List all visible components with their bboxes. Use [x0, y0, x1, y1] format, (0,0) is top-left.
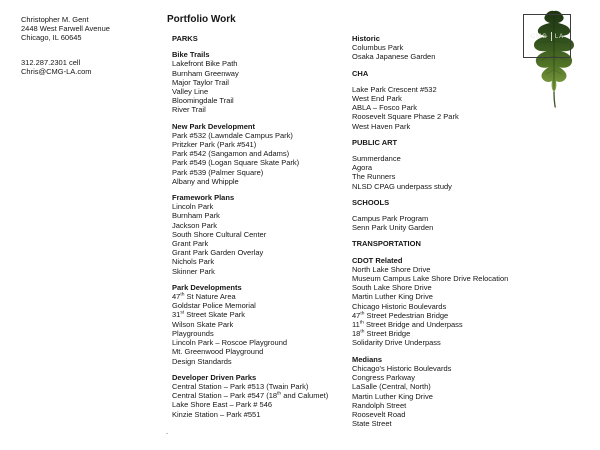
list-item: Park #542 (Sangamon and Adams) — [172, 149, 290, 159]
list-item: 47th St Nature Area — [172, 292, 236, 302]
list-item: State Street — [352, 419, 392, 429]
section-header: PARKS — [172, 34, 198, 43]
list-item: Randolph Street — [352, 400, 407, 410]
list-item: Skinner Park — [172, 266, 215, 276]
contact-phone: 312.287.2301 cell — [21, 57, 81, 67]
list-item: Lake Park Crescent #532 — [352, 84, 437, 94]
section-header: SCHOOLS — [352, 197, 390, 207]
contact-spacer — [21, 43, 110, 58]
list-item: Lakefront Bike Path — [172, 59, 238, 69]
group-title: Bike Trails — [172, 50, 210, 60]
list-item: Major Taylor Trail — [172, 77, 229, 87]
list-item: Playgrounds — [172, 328, 214, 338]
list-item: LaSalle (Central, North) — [352, 382, 431, 392]
list-item: Chicago Historic Boulevards — [352, 301, 447, 311]
list-item: West End Park — [352, 94, 402, 104]
list-item: 18th Street Bridge — [352, 329, 411, 339]
section-header: CHA — [352, 68, 369, 78]
list-group — [352, 154, 530, 191]
list-item: Grant Park Garden Overlay — [172, 248, 264, 258]
list-item: Museum Campus Lake Shore Drive Relocation — [352, 274, 509, 284]
parks-section-list — [172, 34, 349, 419]
list-item: Roosevelt Square Phase 2 Park — [352, 112, 459, 122]
list-item: North Lake Shore Drive — [352, 264, 431, 274]
group-title: Framework Plans — [172, 193, 235, 203]
list-group — [172, 50, 349, 114]
list-item: Burnham Park — [172, 211, 220, 221]
list-item: Mt. Greenwood Playground — [172, 347, 264, 357]
list-group — [172, 193, 349, 276]
list-item: Campus Park Program — [352, 214, 429, 224]
list-item: Jackson Park — [172, 220, 218, 230]
page-title: Portfolio Work — [167, 14, 236, 25]
list-item: Goldstar Police Memorial — [172, 301, 256, 311]
list-item: Park #532 (Lawndale Campus Park) — [172, 130, 293, 140]
group-title: Developer Driven Parks — [172, 372, 257, 382]
list-item: Kinzie Station – Park #551 — [172, 409, 261, 419]
list-item: NLSD CPAG underpass study — [352, 181, 452, 191]
list-group — [352, 355, 530, 429]
list-item: 11th Street Bridge and Underpass — [352, 320, 463, 330]
list-item: Agora — [352, 163, 373, 173]
list-group — [352, 34, 530, 62]
list-item: Albany and Whipple — [172, 176, 239, 186]
section-header: PUBLIC ART — [352, 137, 398, 147]
list-item: Design Standards — [172, 356, 232, 366]
list-item: Solidarity Drive Underpass — [352, 338, 441, 348]
list-group — [352, 214, 530, 232]
list-item: South Shore Cultural Center — [172, 229, 267, 239]
list-item: Nichols Park — [172, 257, 215, 267]
list-item: West Haven Park — [352, 121, 411, 131]
list-item: Grant Park — [172, 239, 209, 249]
list-item: Pritzker Park (Park #541) — [172, 140, 257, 150]
list-item: Park #549 (Logan Square Skate Park) — [172, 158, 300, 168]
list-item: Chicago's Historic Boulevards — [352, 363, 452, 373]
list-group — [172, 373, 349, 419]
contact-address-line1: 2448 West Farwell Avenue — [21, 24, 110, 34]
contact-block — [21, 15, 110, 76]
stray-period: . — [166, 427, 169, 436]
group-title: CDOT Related — [352, 255, 403, 265]
list-item: 31st Street Skate Park — [172, 310, 245, 320]
list-item: Roosevelt Road — [352, 409, 406, 419]
logo-divider — [551, 32, 552, 41]
list-item: Senn Park Unity Garden — [352, 223, 434, 233]
logo-text-cmg: CMG — [530, 33, 548, 40]
list-item: Central Station – Park #547 (18th and Calumet) — [172, 391, 329, 401]
list-item: Martin Luther King Drive — [352, 391, 433, 401]
list-item: Congress Parkway — [352, 373, 415, 383]
list-item: Columbus Park — [352, 43, 404, 53]
group-title: Park Developments — [172, 282, 242, 292]
list-item: Park #539 (Palmer Square) — [172, 167, 264, 177]
list-item: 47th Street Pedestrian Bridge — [352, 310, 449, 320]
logo-wordmark — [523, 14, 572, 59]
list-item: Wilson Skate Park — [172, 319, 234, 329]
list-item: Martin Luther King Drive — [352, 292, 433, 302]
group-title: Medians — [352, 354, 383, 364]
list-item: Lake Shore East – Park # 546 — [172, 400, 273, 410]
section-header: TRANSPORTATION — [352, 239, 421, 249]
contact-address-line2: Chicago, IL 60645 — [21, 33, 82, 43]
list-item: Valley Line — [172, 87, 209, 97]
portfolio-main-column — [167, 14, 349, 419]
right-section-list — [352, 34, 530, 428]
list-item: Summerdance — [352, 154, 401, 164]
list-group — [352, 85, 530, 131]
list-item: Central Station – Park #513 (Twain Park) — [172, 381, 309, 391]
list-item: River Trail — [172, 105, 206, 115]
list-item: Lincoln Park – Roscoe Playground — [172, 338, 288, 348]
list-group — [172, 122, 349, 186]
list-item: Burnham Greenway — [172, 68, 239, 78]
contact-email: Chris@CMG-LA.com — [21, 66, 92, 76]
logo-text-la: LA — [554, 33, 565, 40]
group-title: New Park Development — [172, 121, 255, 131]
list-item: The Runners — [352, 172, 396, 182]
cmg-la-logo — [518, 8, 588, 120]
list-item: Bloomingdale Trail — [172, 96, 234, 106]
list-item: ABLA – Fosco Park — [352, 103, 418, 113]
list-item: Osaka Japanese Garden — [352, 52, 436, 62]
list-group — [172, 283, 349, 366]
list-item: Lincoln Park — [172, 202, 214, 212]
list-item: South Lake Shore Drive — [352, 283, 432, 293]
contact-name: Christopher M. Gent — [21, 15, 89, 24]
group-title: Historic — [352, 34, 380, 43]
list-group — [352, 256, 530, 348]
